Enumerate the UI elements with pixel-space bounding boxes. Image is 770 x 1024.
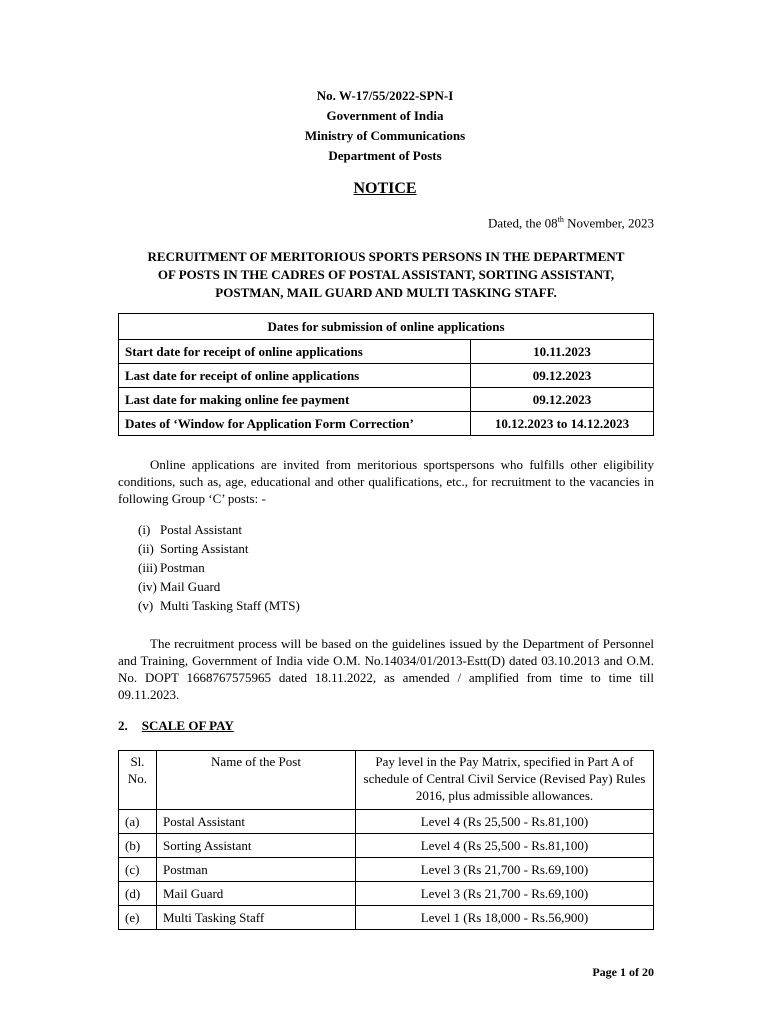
table-row	[119, 810, 654, 834]
application-dates-table	[118, 313, 654, 436]
table-row	[119, 388, 654, 412]
pay-level-header: Pay level in the Pay Matrix, specified in Part A of schedule of Central Civil Service (Revised Pay) Rules 2016, plus admissible allowances.	[356, 751, 654, 810]
date-value: 10.12.2023 to 14.12.2023	[471, 412, 654, 436]
invitation-paragraph: Online applications are invited from meritorious sportspersons who fulfills other eligibility conditions, such as, age, educational and other qualifications, etc., for recruitment to the vacancies in following Group ‘C’ posts: -	[118, 457, 654, 506]
date-label: Last date for receipt of online applications	[119, 364, 471, 388]
pay-level-cell: Level 3 (Rs 21,700 - Rs.69,100)	[356, 858, 654, 882]
sl-no-cell: (d)	[119, 882, 157, 906]
section-title: SCALE OF PAY	[141, 718, 234, 733]
section-heading	[118, 718, 234, 734]
date-label: Dates of ‘Window for Application Form Correction’	[119, 412, 471, 436]
pay-level-cell: Level 3 (Rs 21,700 - Rs.69,100)	[356, 882, 654, 906]
sl-no-cell: (e)	[119, 906, 157, 930]
document-header	[0, 86, 770, 166]
date-value: 10.11.2023	[471, 340, 654, 364]
list-item	[138, 577, 300, 596]
date-rest: November, 2023	[563, 215, 654, 231]
post-name-cell: Postman	[157, 858, 356, 882]
subject-line: RECRUITMENT OF MERITORIOUS SPORTS PERSONS IN THE DEPARTMENT	[147, 249, 625, 264]
dates-table-heading: Dates for submission of online applications	[119, 314, 654, 340]
post-name-cell: Multi Tasking Staff	[157, 906, 356, 930]
list-item-number: (iii)	[138, 560, 158, 575]
post-name-cell: Mail Guard	[157, 882, 356, 906]
date-value: 09.12.2023	[471, 388, 654, 412]
posts-list	[138, 520, 300, 615]
date-label: Start date for receipt of online applications	[119, 340, 471, 364]
list-item	[138, 596, 300, 615]
date-ordinal: th	[557, 215, 564, 224]
pay-level-cell: Level 4 (Rs 25,500 - Rs.81,100)	[356, 834, 654, 858]
table-row	[119, 906, 654, 930]
list-item	[138, 558, 300, 577]
government-name: Government of India	[326, 108, 444, 123]
list-item	[138, 539, 300, 558]
table-row	[119, 340, 654, 364]
sl-no-cell: (c)	[119, 858, 157, 882]
date-prefix: Dated, the 08	[487, 215, 558, 231]
post-name-cell: Sorting Assistant	[157, 834, 356, 858]
guidelines-paragraph: The recruitment process will be based on the guidelines issued by the Department of Personnel and Training, Government of India vide O.M. No.14034/01/2013-Estt(D) dated 03.10.2013 and O.M. No. DOPT 1668767575965 dated 18.11.2022, as amended / amplified from time to time till 09.11.2023.	[118, 636, 654, 702]
table-row	[119, 834, 654, 858]
list-item-number: (iv)	[138, 579, 157, 594]
subject-line: OF POSTS IN THE CADRES OF POSTAL ASSISTANT, SORTING ASSISTANT,	[157, 267, 615, 282]
notice-date	[488, 215, 654, 231]
pay-scale-table	[118, 750, 654, 930]
pay-level-cell: Level 4 (Rs 25,500 - Rs.81,100)	[356, 810, 654, 834]
table-row	[119, 882, 654, 906]
table-header-row	[119, 751, 654, 810]
pay-level-cell: Level 1 (Rs 18,000 - Rs.56,900)	[356, 906, 654, 930]
date-label: Last date for making online fee payment	[119, 388, 471, 412]
list-item-label: Sorting Assistant	[160, 541, 249, 556]
list-item-number: (v)	[138, 598, 154, 613]
page-number: Page 1 of 20	[592, 965, 654, 979]
subject-line: POSTMAN, MAIL GUARD AND MULTI TASKING STAFF.	[215, 285, 557, 300]
list-item-number: (ii)	[138, 541, 154, 556]
table-header-row	[119, 314, 654, 340]
table-row	[119, 364, 654, 388]
section-number: 2.	[118, 718, 128, 733]
list-item-label: Mail Guard	[160, 579, 221, 594]
sl-no-header: Sl. No.	[119, 751, 157, 810]
sl-no-cell: (a)	[119, 810, 157, 834]
notice-title: NOTICE	[353, 180, 417, 197]
notice-subject	[118, 248, 654, 302]
post-name-cell: Postal Assistant	[157, 810, 356, 834]
date-value: 09.12.2023	[471, 364, 654, 388]
list-item-label: Postal Assistant	[160, 522, 242, 537]
reference-number: No. W-17/55/2022-SPN-I	[316, 88, 454, 103]
list-item-label: Postman	[160, 560, 205, 575]
table-row	[119, 858, 654, 882]
sl-no-cell: (b)	[119, 834, 157, 858]
ministry-name: Ministry of Communications	[304, 128, 466, 143]
department-name: Department of Posts	[328, 148, 442, 163]
post-name-header: Name of the Post	[157, 751, 356, 810]
list-item-number: (i)	[138, 522, 151, 537]
list-item	[138, 520, 300, 539]
table-row	[119, 412, 654, 436]
list-item-label: Multi Tasking Staff (MTS)	[160, 598, 300, 613]
